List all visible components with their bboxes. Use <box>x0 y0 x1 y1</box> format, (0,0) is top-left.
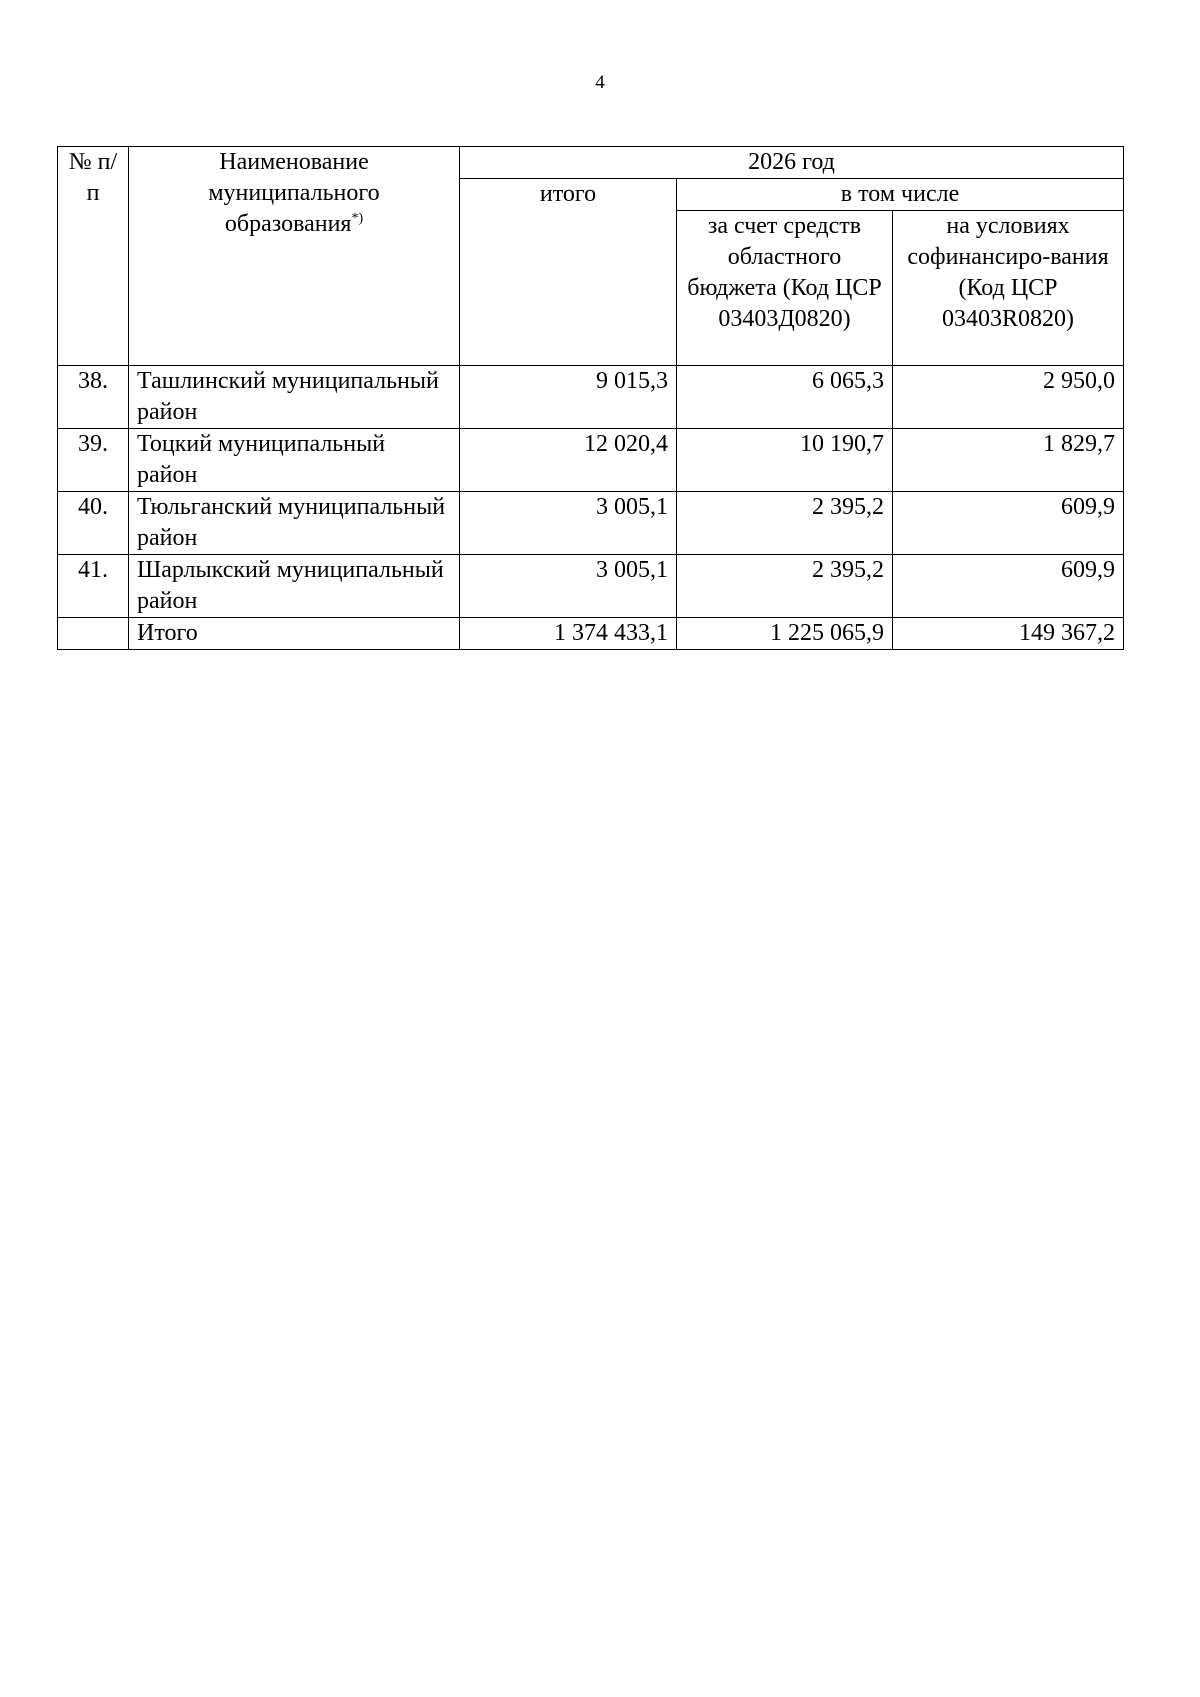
header-regional-budget: за счет средств областного бюджета (Код ЦСР 03403Д0820) <box>677 211 893 366</box>
page-number: 4 <box>595 72 605 93</box>
row-regional: 6 065,3 <box>677 366 893 429</box>
row-number: 39. <box>58 429 129 492</box>
header-total: итого <box>460 179 677 366</box>
table-row <box>58 492 1124 555</box>
header-municipality-label: Наименование муниципального образования <box>208 149 380 237</box>
row-number: 41. <box>58 555 129 618</box>
row-municipality: Ташлинский муниципальный район <box>129 366 460 429</box>
total-row-label: Итого <box>129 618 460 650</box>
row-regional: 2 395,2 <box>677 492 893 555</box>
row-total: 3 005,1 <box>460 555 677 618</box>
total-row-total: 1 374 433,1 <box>460 618 677 650</box>
row-municipality: Тоцкий муниципальный район <box>129 429 460 492</box>
header-including: в том числе <box>677 179 1124 211</box>
row-number: 38. <box>58 366 129 429</box>
header-number-label: № п/п <box>68 149 118 206</box>
total-row-number <box>58 618 129 650</box>
total-row-cofinancing: 149 367,2 <box>893 618 1124 650</box>
table-row <box>58 366 1124 429</box>
header-cofinancing: на условиях софинансиро-вания (Код ЦСР 03403R0820) <box>893 211 1124 366</box>
table-total-row <box>58 618 1124 650</box>
row-total: 9 015,3 <box>460 366 677 429</box>
row-total: 3 005,1 <box>460 492 677 555</box>
row-cofinancing: 609,9 <box>893 492 1124 555</box>
total-row-regional: 1 225 065,9 <box>677 618 893 650</box>
row-municipality: Тюльганский муниципальный район <box>129 492 460 555</box>
table-row <box>58 429 1124 492</box>
header-municipality-note: *) <box>351 211 364 226</box>
row-regional: 2 395,2 <box>677 555 893 618</box>
row-number: 40. <box>58 492 129 555</box>
row-cofinancing: 2 950,0 <box>893 366 1124 429</box>
row-total: 12 020,4 <box>460 429 677 492</box>
row-cofinancing: 1 829,7 <box>893 429 1124 492</box>
header-year: 2026 год <box>460 147 1124 179</box>
header-number <box>58 147 129 366</box>
row-municipality: Шарлыкский муниципальный район <box>129 555 460 618</box>
table-row <box>58 555 1124 618</box>
header-municipality <box>129 147 460 366</box>
row-regional: 10 190,7 <box>677 429 893 492</box>
budget-allocation-table <box>57 146 1124 650</box>
row-cofinancing: 609,9 <box>893 555 1124 618</box>
